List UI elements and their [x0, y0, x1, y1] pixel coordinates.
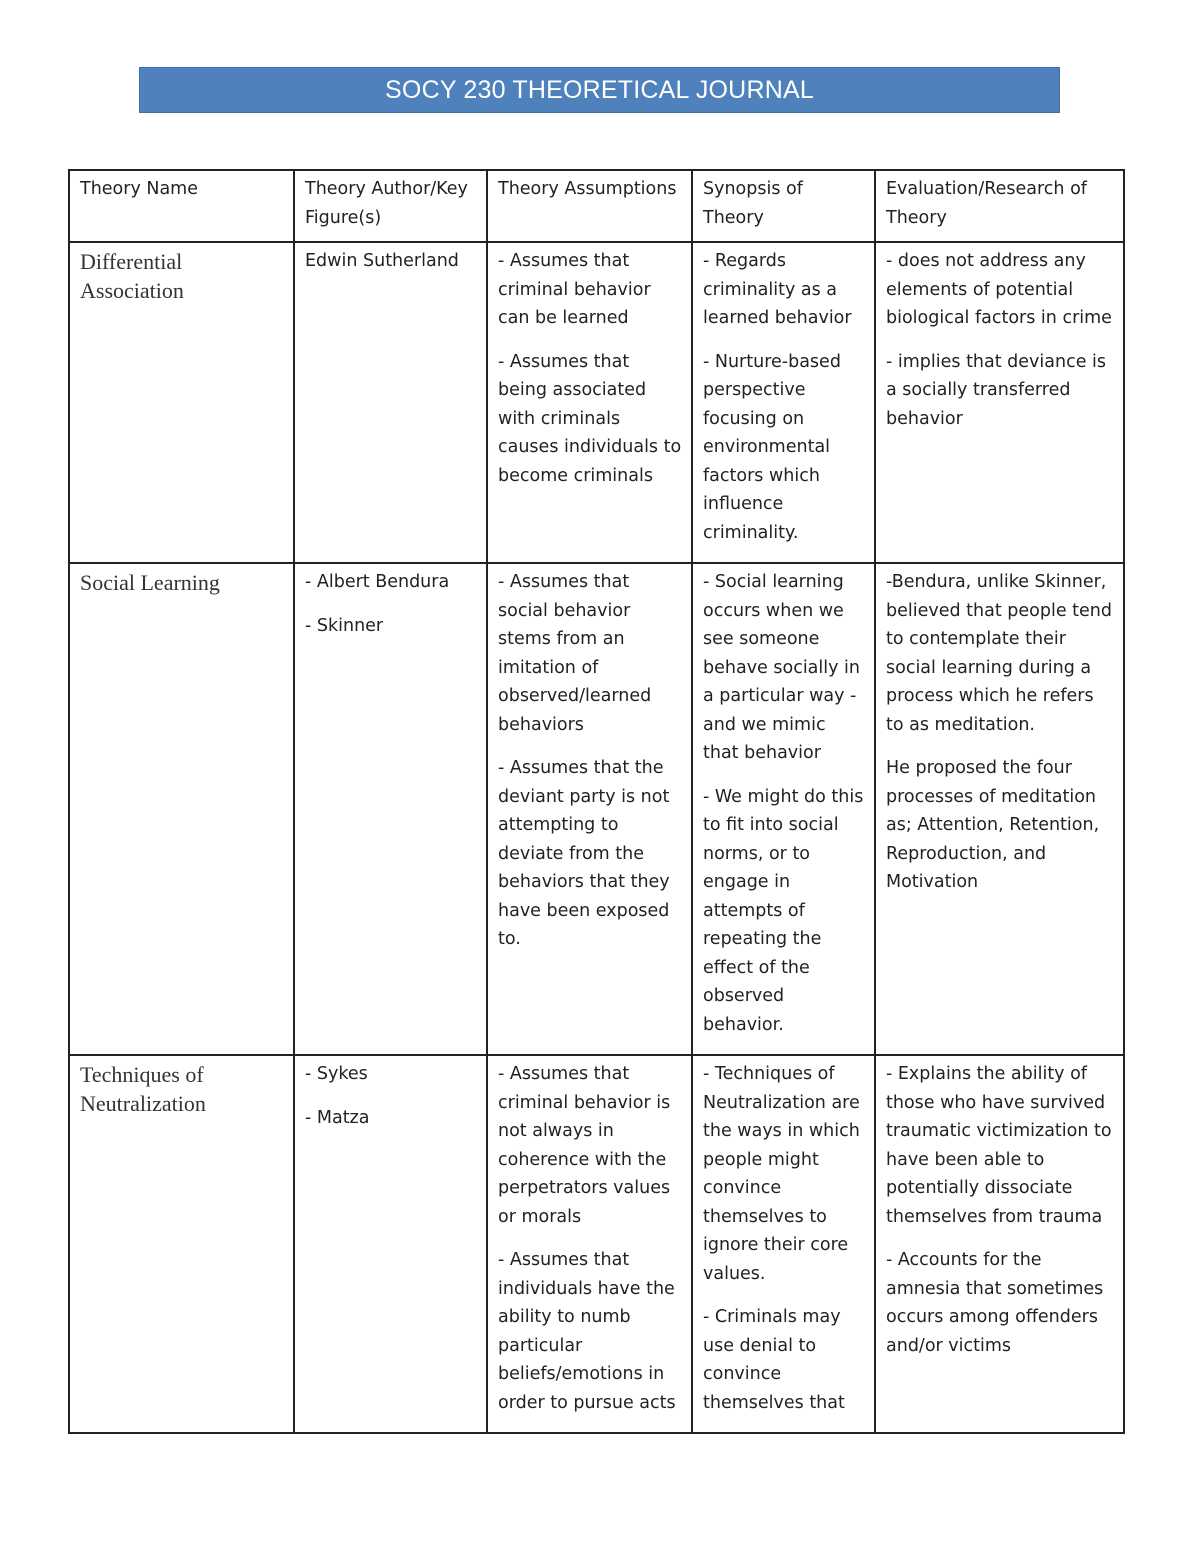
evaluation-cell: - Explains the ability of those who have survived traumatic victimization to have been able to potentially dissociate themselves from trauma - Accounts for the amnesia that sometimes occurs among offenders and/or victims: [875, 1055, 1124, 1433]
synopsis-cell: - Social learning occurs when we see someone behave socially in a particular way - and we mimic that behavior - We might do this to fit into social norms, or to engage in attempts of repeating the effect of the observed behavior.: [692, 563, 875, 1055]
header-theory-name: Theory Name: [69, 170, 294, 242]
table-row: [69, 1055, 1124, 1433]
theory-table: [68, 169, 1125, 1434]
table-row: [69, 242, 1124, 563]
theory-author-cell: - Albert Bendura - Skinner: [294, 563, 487, 1055]
theory-name-cell: Techniques of Neutralization: [69, 1055, 294, 1433]
title-banner: [139, 67, 1060, 113]
synopsis-cell: - Regards criminality as a learned behavior - Nurture-based perspective focusing on environmental factors which influence criminality.: [692, 242, 875, 563]
theory-assumptions-cell: - Assumes that social behavior stems from an imitation of observed/learned behaviors - Assumes that the deviant party is not attempting to deviate from the behaviors that they have been exposed to.: [487, 563, 692, 1055]
header-synopsis: Synopsis of Theory: [692, 170, 875, 242]
header-theory-assumptions: Theory Assumptions: [487, 170, 692, 242]
header-evaluation: Evaluation/Research of Theory: [875, 170, 1124, 242]
theory-name-cell: Differential Association: [69, 242, 294, 563]
header-theory-author: Theory Author/Key Figure(s): [294, 170, 487, 242]
table-row: [69, 563, 1124, 1055]
table-header-row: [69, 170, 1124, 242]
theory-assumptions-cell: - Assumes that criminal behavior is not always in coherence with the perpetrators values or morals - Assumes that individuals have the ability to numb particular beliefs/emotions in order to pursue acts: [487, 1055, 692, 1433]
theory-author-cell: Edwin Sutherland: [294, 242, 487, 563]
synopsis-cell: - Techniques of Neutralization are the ways in which people might convince themselves to ignore their core values. - Criminals may use denial to convince themselves that: [692, 1055, 875, 1433]
evaluation-cell: -Bendura, unlike Skinner, believed that people tend to contemplate their social learning during a process which he refers to as meditation. He proposed the four processes of meditation as; Attention, Retention, Reproduction, and Motivation: [875, 563, 1124, 1055]
evaluation-cell: - does not address any elements of potential biological factors in crime - implies that deviance is a socially transferred behavior: [875, 242, 1124, 563]
theory-assumptions-cell: - Assumes that criminal behavior can be learned - Assumes that being associated with criminals causes individuals to become criminals: [487, 242, 692, 563]
theory-author-cell: - Sykes - Matza: [294, 1055, 487, 1433]
page-title: SOCY 230 THEORETICAL JOURNAL: [385, 75, 814, 104]
theory-name-cell: Social Learning: [69, 563, 294, 1055]
